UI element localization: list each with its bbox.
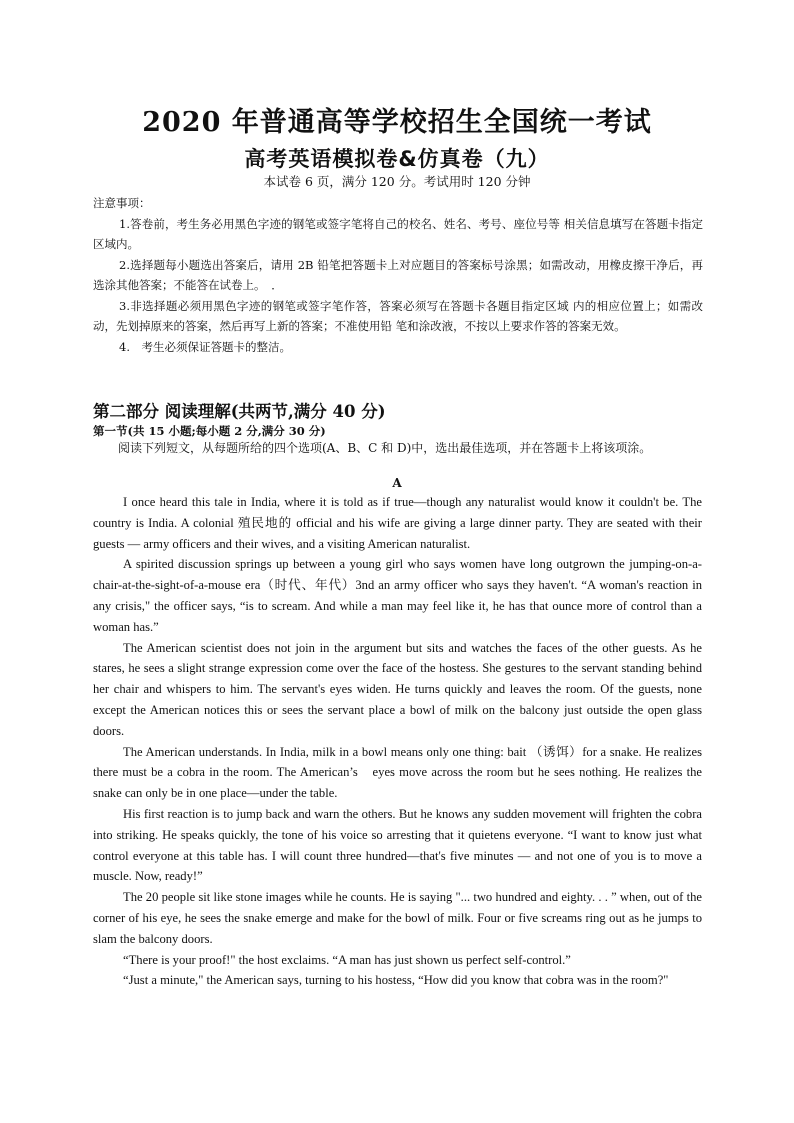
passage-paragraph: “Just a minute," the American says, turning to his hostess, “How did you know that cobra was in the room?" — [123, 973, 669, 988]
reading-passage — [93, 492, 702, 991]
notice-block — [93, 193, 703, 357]
section-instruction — [107, 440, 703, 457]
passage-paragraph: The American scientist does not join in the argument but sits and watches the faces of the other guests. As he stares, he sees a slight strange expression come over the face of the hostess. She gestures to the servant standing behind her chair and whispers to him. The servant's eyes widen. He turns quickly and leaves the room. Of the guests, none except the American notices this or sees the servant place a bowl of milk on the balcony just outside the open glass doors. — [93, 640, 702, 738]
notice-item-2: 2.选择题每小题选出答案后，请用 2B 铅笔把答题卡上对应题目的答案标号涂黑；如需改动，用橡皮擦干净后，再选涂其他答案；不能答在试卷上。 ． — [93, 257, 703, 292]
passage-paragraph: “There is your proof!" the host exclaims. “A man has just shown us perfect self-control.” — [123, 952, 571, 967]
section-title: 第二部分 阅读理解(共两节,满分 40 分) — [93, 402, 386, 421]
exam-info: 本试卷 6 页，满分 120 分。考试用时 120 分钟 — [263, 174, 531, 189]
passage-paragraph: A spirited discussion springs up between a young girl who says women have long outgrown the jumping-on-a-chair-at-the-sight-of-a-mouse era（时代、年代）3nd an army officer who says they haven't. “A woman's reaction in any crisis," the officer says, “is to scream. And while a man may feel like it, he has that ounce more of control than a woman has.” — [93, 557, 702, 634]
notice-heading: 注意事项： — [93, 196, 151, 210]
subsection-title: 第一节(共 15 小题;每小题 2 分,满分 30 分) — [93, 424, 326, 438]
exam-title: 2020 年普通高等学校招生全国统一考试 — [142, 107, 652, 138]
exam-subtitle: 高考英语模拟卷&仿真卷（九） — [244, 147, 550, 171]
passage-label: A — [392, 476, 402, 490]
passage-paragraph: The 20 people sit like stone images while he counts. He is saying "... two hundred and eighty. . . ” when, out of the corner of his eye, he sees the snake emerge and make for the bowl of milk. Four or five screams ring out as he jumps to slam the balcony doors. — [93, 890, 702, 946]
instruction-text: 阅读下列短文，从每题所给的四个选项(A、B、C 和 D)中，选出最佳选项，并在答题卡上将该项涂。 — [118, 441, 652, 455]
notice-item-1: 1.答卷前，考生务必用黑色字迹的钢笔或签字笔将自己的校名、姓名、考号、座位号等 相关信息填写在答题卡指定区域内。 — [93, 216, 703, 251]
notice-item-3: 3.非选择题必须用黑色字迹的钢笔或签字笔作答，答案必须写在答题卡各题目指定区域 内的相应位置上；如需改动，先划掉原来的答案，然后再写上新的答案；不准使用铅 笔和涂改液，不按以上要求作答的答案无效。 — [93, 298, 703, 333]
passage-paragraph: I once heard this tale in India, where it is told as if true—though any naturalist would know it couldn't be. The country is India. A colonial 殖民地的 official and his wife are giving a large dinner party. They are seated with their guests — army officers and their wives, and a visiting American naturalist. — [93, 495, 702, 551]
passage-paragraph: His first reaction is to jump back and warn the others. But he knows any sudden movement will frighten the cobra into striking. He speaks quickly, the tone of his voice so arresting that it quietens everyone. “I want to know just what control everyone at this table has. I will count three hundred—that's five minutes — and not one of you is to move a muscle. Now, ready!” — [93, 806, 702, 884]
passage-paragraph: The American understands. In India, milk in a bowl means only one thing: bait （诱饵）for a snake. He realizes there must be a cobra in the room. The American’s eyes move across the room but he sees nothing. He realizes the snake can only be in one place—under the table. — [93, 744, 702, 801]
notice-item-4: 4. 考生必须保证答题卡的整洁。 — [119, 339, 291, 354]
